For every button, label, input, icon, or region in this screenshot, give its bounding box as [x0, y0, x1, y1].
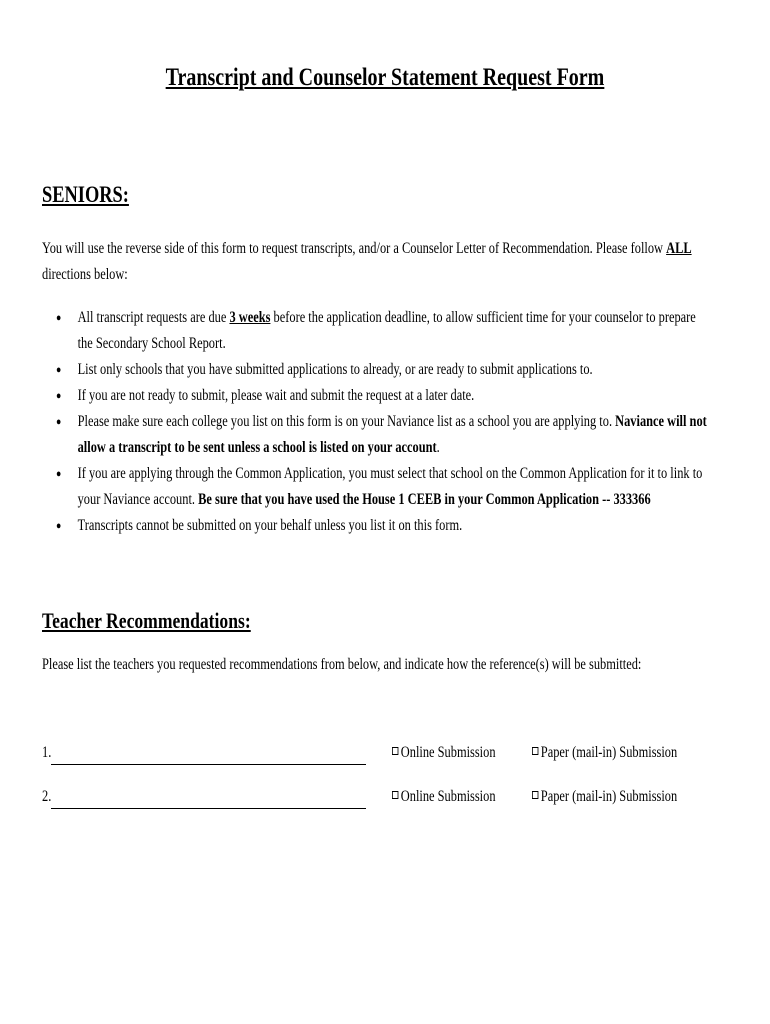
option-label: Paper (mail-in) Submission [540, 788, 678, 805]
option-label: Online Submission [400, 744, 496, 761]
list-item [56, 305, 712, 357]
option-label: Paper (mail-in) Submission [540, 744, 678, 761]
bullet-emphasis: Be sure that you have used the House 1 CEEB in your Common Application -- 333366 [198, 491, 651, 508]
teacher-row-2 [0, 788, 770, 812]
form-title: Transcript and Counselor Statement Request Form [165, 64, 605, 91]
row-number: 2. [42, 788, 52, 805]
bullet-emphasis: Naviance will not allow a transcript to be sent unless a school is listed on your account [77, 413, 707, 456]
teacher-name-field[interactable] [51, 764, 366, 765]
list-item [56, 513, 712, 539]
seniors-directions-list [56, 305, 712, 539]
online-submission-option[interactable] [392, 744, 496, 762]
intro-text: You will use the reverse side of this form to request transcripts, and/or a Counselor Letter of Recommendation. Please follow [42, 240, 667, 257]
list-item [56, 357, 712, 383]
bullet-text-end: . [436, 439, 440, 456]
bullet-emphasis: 3 weeks [229, 309, 271, 326]
paper-submission-option[interactable] [532, 788, 677, 806]
seniors-intro [42, 236, 712, 288]
bullet-text: Transcripts cannot be submitted on your behalf unless you list it on this form. [77, 517, 463, 534]
paper-submission-option[interactable] [532, 744, 677, 762]
teacher-row-1 [0, 744, 770, 768]
intro-text-end: directions below: [42, 266, 128, 283]
bullet-text: If you are not ready to submit, please wait and submit the request at a later date. [77, 387, 475, 404]
checkbox-icon[interactable] [392, 747, 398, 755]
teacher-instructions: Please list the teachers you requested recommendations from below, and indicate how the reference(s) will be submitted: [42, 656, 642, 673]
bullet-text: If you are applying through the Common Application, you must select that school on the Common Application for it to link to your Naviance account. [77, 465, 703, 508]
bullet-text: All transcript requests are due [77, 309, 230, 326]
checkbox-icon[interactable] [532, 747, 538, 755]
online-submission-option[interactable] [392, 788, 496, 806]
list-item [56, 383, 712, 409]
teacher-recommendations-heading: Teacher Recommendations: [42, 608, 251, 633]
bullet-text-end: before the application deadline, to allow sufficient time for your counselor to prepare the Secondary School Report. [77, 309, 696, 352]
teacher-name-field[interactable] [51, 808, 366, 809]
bullet-text: List only schools that you have submitted applications to already, or are ready to submit applications to. [77, 361, 593, 378]
list-item [56, 409, 712, 461]
intro-emphasis: ALL [666, 240, 692, 257]
option-label: Online Submission [400, 788, 496, 805]
seniors-heading: SENIORS: [42, 182, 129, 207]
checkbox-icon[interactable] [532, 791, 538, 799]
row-number: 1. [42, 744, 52, 761]
list-item [56, 461, 712, 513]
checkbox-icon[interactable] [392, 791, 398, 799]
bullet-text: Please make sure each college you list on this form is on your Naviance list as a school you are applying to. [77, 413, 616, 430]
